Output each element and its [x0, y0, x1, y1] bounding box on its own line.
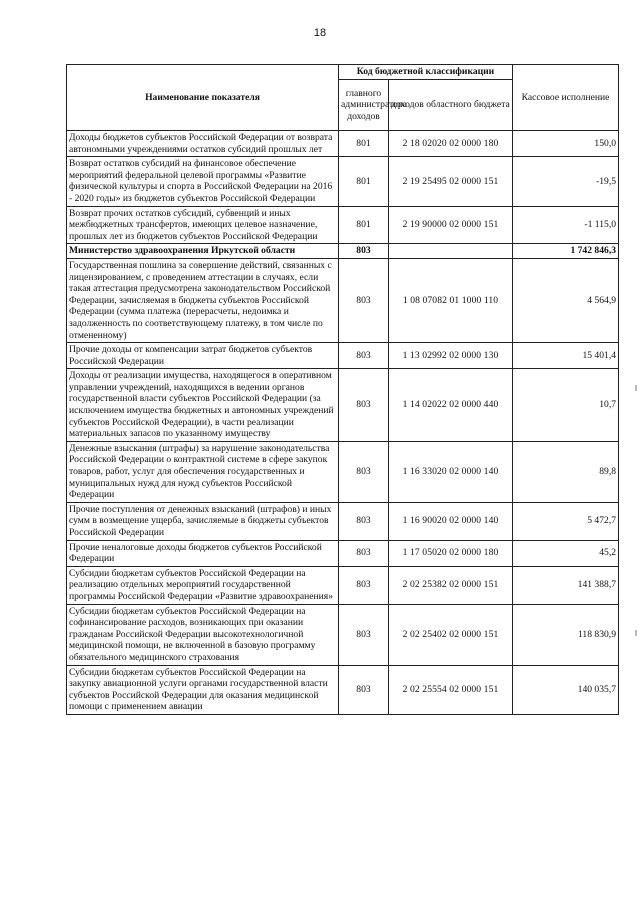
row-name: Доходы бюджетов субъектов Российской Федерации от возврата автономными учреждениями остатков субсидий прошлых лет: [67, 131, 339, 157]
table-row: [67, 206, 619, 244]
table-header: [67, 65, 619, 131]
row-amount: 45,2: [513, 540, 619, 566]
row-amount: 4 564,9: [513, 258, 619, 342]
row-name: Субсидии бюджетам субъектов Российской Федерации на софинансирование расходов, возникающих при оказании гражданам Российской Федерации высокотехнологичной медицинской помощи, не включенной в базовую программу обязательного медицинского страхования: [67, 604, 339, 665]
margin-mark: [635, 385, 637, 391]
table-row: [67, 566, 619, 604]
table-row: [67, 131, 619, 157]
row-name: Доходы от реализации имущества, находящегося в оперативном управлении учреждений, находящихся в ведении органов государственной власти субъектов Российской Федерации (за исключением имущества бюджетных и автономных учреждений субъектов Российской Федерации), в части реализации материальных запасов по указанному имуществу: [67, 369, 339, 442]
row-budget-code: 1 16 33020 02 0000 140: [389, 441, 513, 502]
row-name: Возврат прочих остатков субсидий, субвенций и иных межбюджетных трансфертов, имеющих целевое назначение, прошлых лет из бюджетов субъектов Российской Федерации: [67, 206, 339, 244]
row-admin-code: 803: [339, 369, 389, 442]
row-budget-code: 1 14 02022 02 0000 440: [389, 369, 513, 442]
row-admin-code: 803: [339, 502, 389, 540]
row-name: Субсидии бюджетам субъектов Российской Федерации на закупку авиационной услуги органами государственной власти субъектов Российской Федерации для оказания медицинской помощи с применением авиации: [67, 665, 339, 714]
row-admin-code: 801: [339, 157, 389, 206]
table-body: [67, 131, 619, 715]
row-budget-code: 1 08 07082 01 1000 110: [389, 258, 513, 342]
row-amount: 140 035,7: [513, 665, 619, 714]
row-amount: -19,5: [513, 157, 619, 206]
table-row: [67, 502, 619, 540]
row-name: Возврат остатков субсидий на финансовое обеспечение мероприятий федеральной целевой программы «Развитие физической культуры и спорта в Российской Федерации на 2016 - 2020 годы» из бюджетов субъектов Российской Федерации: [67, 157, 339, 206]
row-budget-code: 2 02 25382 02 0000 151: [389, 566, 513, 604]
row-name: Денежные взыскания (штрафы) за нарушение законодательства Российской Федерации о контрактной системе в сфере закупок товаров, работ, услуг для обеспечения государственных и муниципальных нужд для нужд субъектов Российской Федерации: [67, 441, 339, 502]
row-budget-code: 2 02 25554 02 0000 151: [389, 665, 513, 714]
table-row: [67, 665, 619, 714]
row-budget-code: [389, 244, 513, 259]
row-name: Субсидии бюджетам субъектов Российской Федерации на реализацию отдельных мероприятий государственной программы Российской Федерации «Развитие здравоохранения»: [67, 566, 339, 604]
row-admin-code: 803: [339, 604, 389, 665]
row-amount: 10,7: [513, 369, 619, 442]
row-admin-code: 803: [339, 566, 389, 604]
row-admin-code: 803: [339, 244, 389, 259]
row-admin-code: 803: [339, 343, 389, 369]
row-admin-code: 801: [339, 131, 389, 157]
row-name: Прочие поступления от денежных взысканий (штрафов) и иных сумм в возмещение ущерба, зачисляемые в бюджеты субъектов Российской Федерации: [67, 502, 339, 540]
row-admin-code: 803: [339, 258, 389, 342]
row-name: Прочие доходы от компенсации затрат бюджетов субъектов Российской Федерации: [67, 343, 339, 369]
row-admin-code: 803: [339, 540, 389, 566]
row-budget-code: 2 18 02020 02 0000 180: [389, 131, 513, 157]
table-row: [67, 343, 619, 369]
row-amount: 141 388,7: [513, 566, 619, 604]
row-amount: 1 742 846,3: [513, 244, 619, 259]
row-budget-code: 1 17 05020 02 0000 180: [389, 540, 513, 566]
row-budget-code: 1 16 90020 02 0000 140: [389, 502, 513, 540]
row-budget-code: 2 19 90000 02 0000 151: [389, 206, 513, 244]
row-admin-code: 803: [339, 441, 389, 502]
row-budget-code: 2 02 25402 02 0000 151: [389, 604, 513, 665]
header-amount: Кассовое исполнение: [513, 65, 619, 131]
header-group: Код бюджетной классификации: [339, 65, 513, 80]
table-row: [67, 244, 619, 259]
header-admin: главного администратора доходов: [339, 80, 389, 131]
row-name: Министерство здравоохранения Иркутской области: [67, 244, 339, 259]
row-name: Государственная пошлина за совершение действий, связанных с лицензированием, с проведением аттестации в случаях, если такая аттестация предусмотрена законодательством Российской Федерации, зачисляемая в бюджеты субъектов Российской Федерации (сумма платежа (перерасчеты, недоимка и задолженность по соответствующему платежу, в том числе по отмененному): [67, 258, 339, 342]
budget-table: [66, 64, 619, 715]
row-amount: 89,8: [513, 441, 619, 502]
row-amount: 5 472,7: [513, 502, 619, 540]
row-admin-code: 801: [339, 206, 389, 244]
header-code: доходов областного бюджета: [389, 80, 513, 131]
row-amount: 150,0: [513, 131, 619, 157]
page-number: 18: [313, 27, 327, 39]
header-name: Наименование показателя: [67, 65, 339, 131]
table-row: [67, 258, 619, 342]
table-row: [67, 540, 619, 566]
row-budget-code: 1 13 02992 02 0000 130: [389, 343, 513, 369]
row-name: Прочие неналоговые доходы бюджетов субъектов Российской Федерации: [67, 540, 339, 566]
row-amount: 15 401,4: [513, 343, 619, 369]
table-row: [67, 369, 619, 442]
table-row: [67, 604, 619, 665]
table-row: [67, 157, 619, 206]
row-budget-code: 2 19 25495 02 0000 151: [389, 157, 513, 206]
margin-mark: [635, 630, 637, 636]
row-amount: -1 115,0: [513, 206, 619, 244]
table-row: [67, 441, 619, 502]
row-admin-code: 803: [339, 665, 389, 714]
row-amount: 118 830,9: [513, 604, 619, 665]
